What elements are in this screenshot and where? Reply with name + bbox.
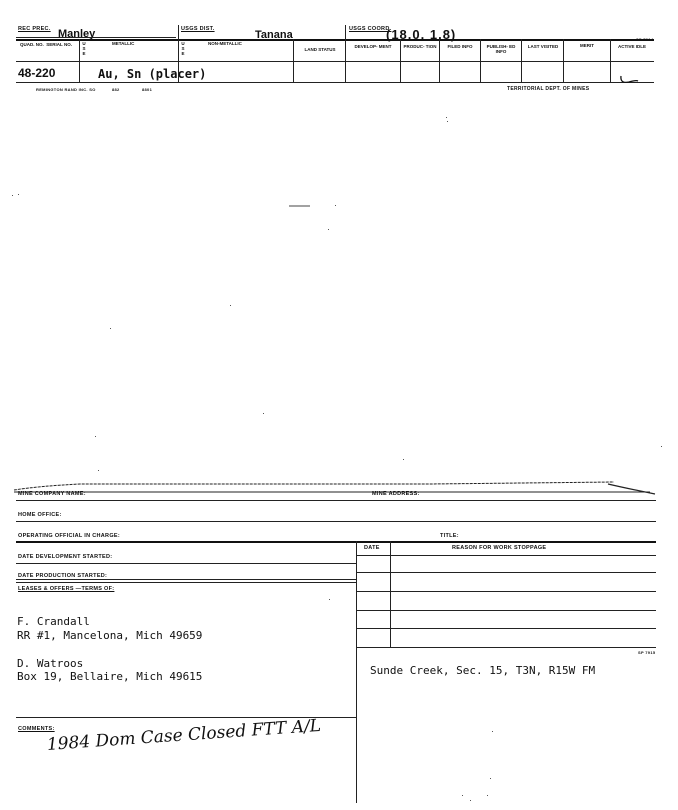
- form-top-rule: [10, 478, 668, 498]
- rule: [356, 647, 656, 648]
- usgs-coord-label: USGS COORD.: [349, 26, 392, 32]
- col-metallic: METALLIC: [112, 41, 135, 46]
- home-office-label: HOME OFFICE:: [18, 512, 62, 518]
- usgs-dist-label: USGS DIST.: [181, 26, 215, 32]
- col-merit: MERIT: [580, 43, 594, 48]
- owner2-address: Box 19, Bellaire, Mich 49615: [17, 670, 203, 683]
- owner2-name: D. Watroos: [17, 657, 84, 670]
- idle-mark-icon: [618, 74, 640, 86]
- divider: [356, 658, 357, 803]
- col-last-visited: LAST VISITED: [527, 44, 559, 49]
- col-non-metallic: NON-METALLIC: [208, 41, 242, 46]
- quad-serial-value: 48-220: [18, 66, 56, 80]
- date-prod-started-label: DATE PRODUCTION STARTED:: [18, 573, 108, 579]
- col-production: PRODUC- TION: [403, 44, 437, 49]
- owner1-name: F. Crandall: [17, 615, 90, 628]
- leases-offers-label: LEASES & OFFERS —TERMS OF:: [18, 586, 115, 592]
- owner1-address: RR #1, Mancelona, Mich 49659: [17, 629, 203, 642]
- comment-handwritten: 1984 Dom Case Closed FTT A/L: [46, 715, 322, 755]
- form-code-top: SP 7914: [636, 37, 654, 42]
- rule: [16, 541, 656, 543]
- metallic-value: Au, Sn (placer): [98, 67, 207, 81]
- divider: [563, 39, 564, 82]
- comments-label: COMMENTS:: [18, 726, 55, 732]
- rule: [356, 628, 656, 629]
- divider: [293, 39, 294, 82]
- usgs-coord-value: (18.0, 1.8): [386, 27, 457, 42]
- divider: [79, 39, 80, 82]
- col-serial-no: SERIAL NO.: [46, 42, 72, 47]
- rec-prec-value: Manley: [58, 28, 96, 40]
- mine-company-name-label: MINE COMPANY NAME:: [18, 491, 86, 497]
- col-land-status: LAND STATUS: [304, 47, 336, 52]
- col-use-metallic: U S E: [82, 41, 86, 56]
- rule: [356, 555, 656, 556]
- col-quad-no: QUAD. NO.: [20, 42, 44, 47]
- divider: [356, 541, 357, 658]
- rule: [356, 572, 656, 573]
- divider: [521, 39, 522, 82]
- rule: [16, 37, 176, 38]
- divider: [400, 39, 401, 82]
- dept-label: TERRITORIAL DEPT. OF MINES: [507, 86, 590, 92]
- rec-prec-label: REC PREC.: [18, 26, 51, 32]
- printer-num-2: 8801: [142, 87, 153, 92]
- operating-official-label: OPERATING OFFICIAL IN CHARGE:: [18, 533, 120, 539]
- col-active-idle: ACTIVE IDLE: [617, 44, 646, 49]
- col-development: DEVELOP- MENT: [354, 44, 392, 49]
- divider: [390, 541, 391, 647]
- reason-col-label: REASON FOR WORK STOPPAGE: [452, 545, 547, 551]
- mine-address-label: MINE ADDRESS:: [372, 491, 420, 497]
- title-label: TITLE:: [440, 533, 459, 539]
- col-published-info: PUBLISH- ED INFO: [486, 44, 516, 54]
- location-text: Sunde Creek, Sec. 15, T3N, R15W FM: [370, 664, 596, 677]
- divider: [439, 39, 440, 82]
- rule: [356, 591, 656, 592]
- scan-smudge: [288, 203, 312, 209]
- rule: [16, 82, 654, 83]
- divider: [610, 39, 611, 82]
- col-filed-info: FILED INFO: [447, 44, 473, 49]
- printer-num-1: 882: [112, 87, 120, 92]
- rule: [16, 582, 356, 583]
- rule: [16, 521, 656, 522]
- rule: [16, 61, 654, 62]
- form-code-bottom: SP 7915: [638, 650, 656, 655]
- rule: [16, 563, 356, 564]
- rule: [16, 579, 356, 580]
- usgs-dist-value: Tanana: [255, 29, 293, 41]
- rule: [356, 610, 656, 611]
- date-dev-started-label: DATE DEVELOPMENT STARTED:: [18, 554, 113, 560]
- col-use-nonmetallic: U S E: [181, 41, 185, 56]
- divider: [480, 39, 481, 82]
- printer-note: REMINGTON RAND INC. SO: [36, 87, 96, 92]
- date-col-label: DATE: [364, 545, 380, 551]
- rule: [16, 500, 656, 501]
- col-quad-serial: [20, 42, 78, 47]
- divider: [345, 25, 346, 82]
